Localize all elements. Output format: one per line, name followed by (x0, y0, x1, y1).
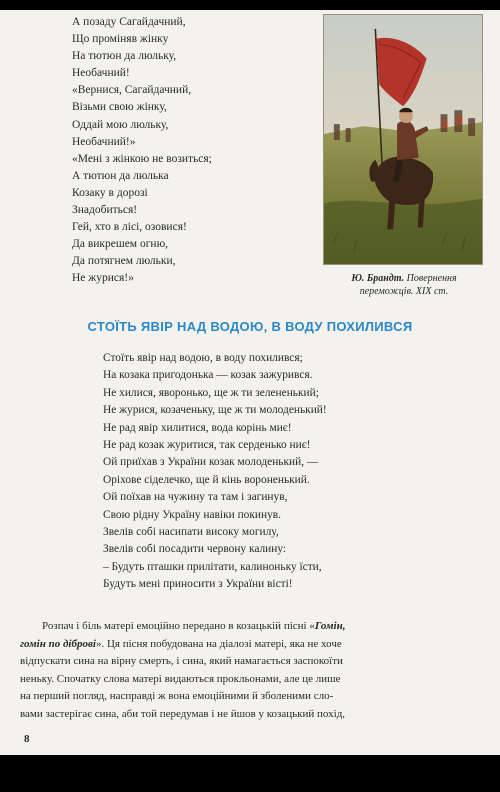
poem-line: Не журися, козаченьку, ще ж ти молоденький! (103, 404, 327, 417)
poem-sagaidachnyi (72, 14, 322, 288)
prose-line: на перший погляд, насправді ж вона емоційними й зболеними сло- (20, 690, 334, 703)
poem-line: Свою рідну Україну навіки покинув. (103, 508, 282, 521)
painting-illustration (323, 14, 483, 265)
poem-line: Що проміняв жінку (72, 33, 169, 46)
poem-line: Оріхове сіделечко, ще й кінь вороненький. (103, 473, 310, 486)
caption-title-continued: переможців. XIX ст. (359, 286, 449, 297)
poem-line: Необачний!» (72, 135, 136, 148)
prose-line (20, 618, 498, 636)
prose-line: неньку. Спочатку слова матері видаються прокльонами, але це лише (20, 672, 341, 685)
poem-line: Не рад явір хилитися, вода корінь миє! (103, 421, 292, 434)
poem-line: Візьми свою жінку, (72, 101, 167, 114)
prose-line (20, 636, 498, 654)
prose-line: відпускати сина на вірну смерть, і сина, який намагається заспокоїти (20, 655, 343, 668)
poem-line: Не журися!» (72, 272, 134, 285)
song-title: гомін по діброві (20, 637, 96, 650)
poem-line: Ой поїхав на чужину та там і загинув, (103, 491, 288, 504)
poem-line: На тютюн да люльку, (72, 50, 177, 63)
prose-text: ». Ця пісня побудована на діалозі матері, яка не хоче (95, 637, 342, 650)
section-title: СТОЇТЬ ЯВІР НАД ВОДОЮ, В ВОДУ ПОХИЛИВСЯ (87, 319, 413, 334)
prose-line: вами застерігає сина, аби той передумав і не йшов у козацький похід, (20, 707, 346, 720)
song-title: Гомін, (314, 620, 346, 632)
poem-line: «Мені з жінкою не возиться; (72, 152, 212, 165)
poem-line: Козаку в дорозі (72, 186, 148, 199)
caption-title: Повернення (406, 273, 457, 284)
poem-yavir (103, 350, 433, 594)
poem-line: Будуть мені приносити з України вісті! (103, 578, 293, 591)
poem-line: Ой приїхав з України козак молоденький, — (103, 456, 319, 469)
poem-line: Не хилися, яворонько, ще ж ти зелененький; (103, 386, 319, 399)
poem-line: Необачний! (72, 67, 130, 80)
poem-line: Звелів собі насипати високу могилу, (103, 526, 279, 539)
poem-line: На козака пригодонька — козак зажурився. (103, 369, 313, 382)
painting-caption (318, 272, 490, 298)
prose-text: Розпач і біль матері емоційно передано в козацькій пісні « (42, 620, 315, 632)
prose-paragraph (20, 618, 498, 724)
book-page (0, 10, 500, 755)
poem-line: – Будуть пташки прилітати, калиноньку їсти, (103, 560, 322, 573)
poem-line: Знадобиться! (72, 204, 138, 217)
poem-line: А позаду Сагайдачний, (72, 16, 186, 28)
poem-line: Не рад козак журитися, так серденько ниє! (103, 439, 311, 452)
poem-line: Оддай мою люльку, (72, 118, 169, 131)
poem-line: Стоїть явір над водою, в воду похилився; (103, 352, 303, 364)
poem-line: «Вернися, Сагайдачний, (72, 84, 192, 97)
painting-cossack-rider (324, 15, 482, 264)
poem-line: Да потягнем люльки, (72, 255, 176, 268)
caption-author: Ю. Брандт. (351, 273, 405, 284)
poem-line: Звелів собі посадити червону калину: (103, 543, 287, 556)
poem-line: Гей, хто в лісі, озовися! (72, 221, 187, 234)
poem-line: Да викрешем огню, (72, 238, 169, 251)
page-number: 8 (24, 733, 30, 745)
poem-line: А тютюн да люлька (72, 169, 169, 182)
